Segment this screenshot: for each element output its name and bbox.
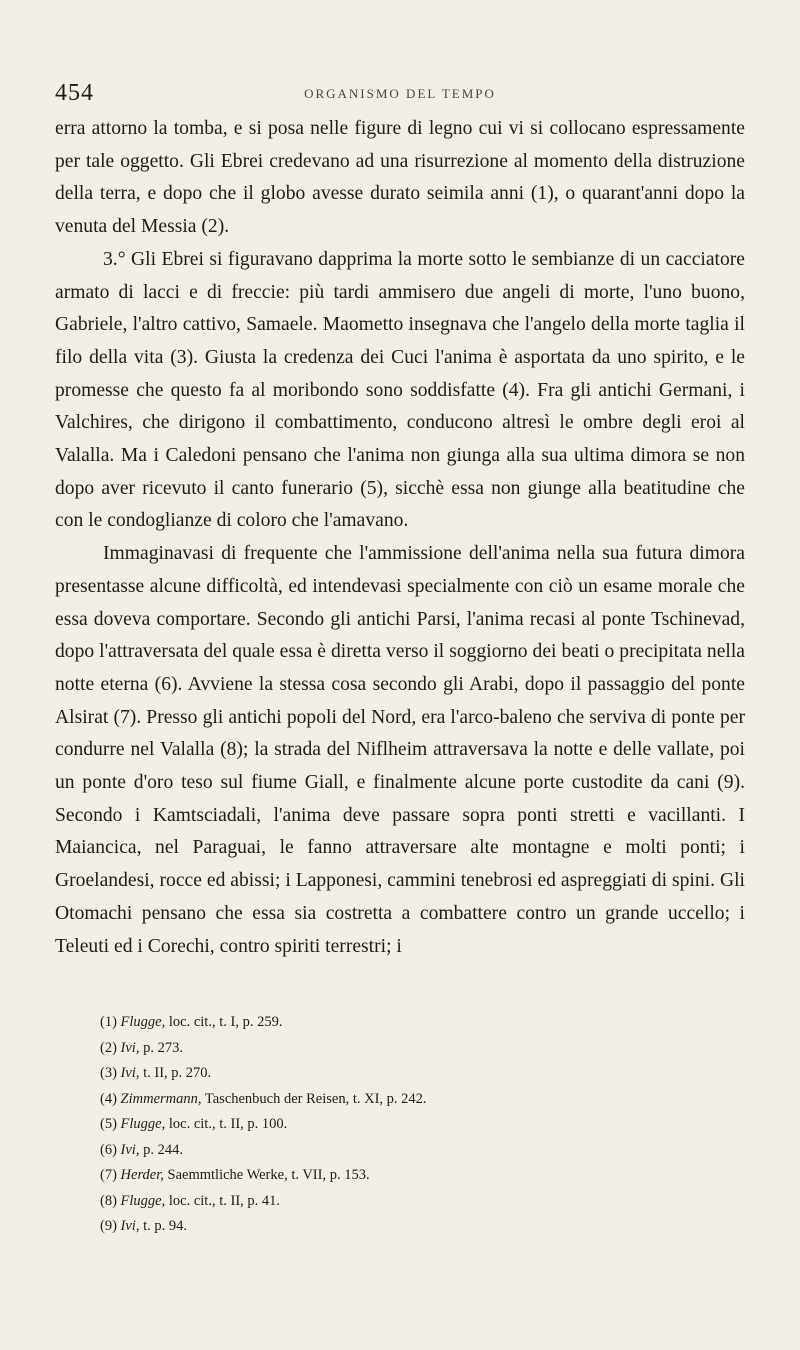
footnote-author: Ivi,: [120, 1218, 140, 1234]
footnote-reference: Taschenbuch der Reisen, t. XI, p. 242.: [204, 1090, 427, 1107]
footnote-reference: p. 244.: [143, 1141, 183, 1158]
footnote-author: Flugge,: [120, 1116, 166, 1132]
footnote-author: Herder,: [120, 1167, 164, 1183]
footnote-reference: loc. cit., t. II, p. 41.: [168, 1192, 281, 1209]
footnote-reference: loc. cit., t. II, p. 100.: [168, 1116, 288, 1132]
footnote-reference: p. 273.: [143, 1039, 183, 1056]
footnote-reference: Saemmtliche Werke, t. VII, p. 153.: [167, 1167, 370, 1183]
footnote-reference: t. II, p. 270.: [143, 1065, 212, 1081]
footnote-number: (6): [100, 1141, 117, 1158]
footnote-number: (1): [100, 1014, 117, 1030]
footnote-author: Flugge,: [120, 1192, 166, 1209]
footnote-reference: t. p. 94.: [143, 1218, 187, 1234]
footnote: [100, 1036, 740, 1062]
footnote-author: Ivi,: [120, 1141, 140, 1158]
footnote: [100, 1061, 740, 1087]
footnote-author: Ivi,: [120, 1039, 140, 1056]
page-header: [55, 80, 745, 110]
footnote-number: (5): [100, 1116, 117, 1132]
page-number: 454: [55, 80, 94, 106]
footnote: [100, 1087, 740, 1113]
body-text: [55, 113, 745, 963]
paragraph: Immaginavasi di frequente che l'ammissione dell'anima nella sua futura dimora presentasse alcune difficoltà, ed intendevasi specialmente con ciò un esame morale che essa doveva comportare. Secondo gli antichi Parsi, l'anima recasi al ponte Tschinevad, dopo l'attraversata del quale essa è diretta verso il soggiorno dei beati o precipitata nella notte eterna (6). Avviene la stessa cosa secondo gli Arabi, dopo il passaggio del ponte Alsirat (7). Presso gli antichi popoli del Nord, era l'arco-baleno che serviva di ponte per condurre nel Valalla (8); la strada del Niflheim attraversava la notte e delle vallate, poi un ponte d'oro teso sul fiume Giall, e finalmente alcune porte custodite da cani (9). Secondo i Kamtsciadali, l'anima deve passare sopra ponti stretti e vacillanti. I Maiancica, nel Paraguai, le fanno attraversare alte montagne e molti ponti; i Groelandesi, rocce ed abissi; i Lapponesi, cammini tenebrosi ed aspreggiati di spini. Gli Otomachi pensano che essa sia costretta a combattere contro un grande uccello; i Teleuti ed i Corechi, contro spiriti terrestri; i: [55, 543, 745, 957]
footnote-author: Ivi,: [120, 1065, 140, 1081]
footnote-number: (3): [100, 1065, 117, 1081]
footnote-reference: loc. cit., t. I, p. 259.: [168, 1014, 283, 1030]
footnote-number: (4): [100, 1090, 117, 1107]
footnote: [100, 1010, 740, 1036]
footnote-author: Flugge,: [120, 1014, 166, 1030]
footnote: [100, 1163, 740, 1189]
footnote: [100, 1214, 740, 1240]
footnotes: [100, 1010, 740, 1240]
footnote-number: (7): [100, 1167, 117, 1183]
paragraph: 3.° Gli Ebrei si figuravano dapprima la morte sotto le sembianze di un cacciatore armato di lacci e di freccie: più tardi ammisero due angeli di morte, l'uno buono, Gabriele, l'altro cattivo, Samaele. Maometto insegnava che l'angelo della morte taglia il filo della vita (3). Giusta la credenza dei Cuci l'anima è asportata da uno spirito, e le promesse che questo fa al moribondo sono soddisfatte (4). Fra gli antichi Germani, i Valchires, che dirigono il combattimento, conducono altresì le ombre degli eroi al Valalla. Ma i Caledoni pensano che l'anima non giunga alla sua ultima dimora se non dopo aver ricevuto il canto funerario (5), sicchè essa non giunge alla beatitudine che con le condoglianze di coloro che l'amavano.: [55, 248, 745, 532]
footnote: [100, 1112, 740, 1138]
footnote-author: Zimmermann,: [120, 1090, 202, 1107]
footnote-number: (2): [100, 1039, 117, 1056]
footnote-number: (8): [100, 1192, 117, 1209]
footnote: [100, 1138, 740, 1164]
footnote: [100, 1189, 740, 1215]
paragraph: erra attorno la tomba, e si posa nelle figure di legno cui vi si collocano espressamente per tale oggetto. Gli Ebrei credevano ad una risurrezione al momento della distruzione della terra, e dopo che il globo avesse durato seimila anni (1), o quarant'anni dopo la venuta del Messia (2).: [55, 118, 745, 238]
footnote-number: (9): [100, 1218, 117, 1234]
running-title: ORGANISMO DEL TEMPO: [304, 86, 496, 101]
